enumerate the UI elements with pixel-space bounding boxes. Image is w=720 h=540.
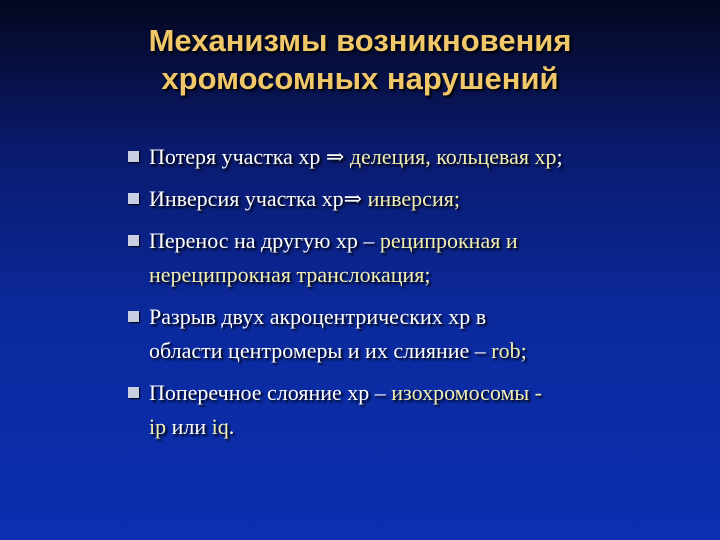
- bullet-line: [149, 224, 688, 258]
- bullet-highlight: rob;: [491, 338, 527, 363]
- bullet-line: [149, 182, 688, 216]
- bullet-text: Поперечное слояние хр –: [149, 380, 392, 405]
- bullet-text: Разрыв двух акроцентрических хр в: [149, 304, 487, 329]
- square-bullet-icon: [128, 311, 139, 322]
- bullet-line: [149, 300, 688, 334]
- square-bullet-icon: [128, 151, 139, 162]
- bullet-line: [149, 376, 688, 410]
- bullet-highlight: ip: [149, 414, 167, 439]
- bullet-item-translocation: [128, 224, 688, 292]
- bullet-text: Инверсия участка хр⇒: [149, 186, 368, 211]
- square-bullet-icon: [128, 387, 139, 398]
- bullet-list: [128, 140, 688, 452]
- bullet-highlight: iq: [211, 414, 229, 439]
- title-line-1: Механизмы возникновения: [148, 23, 572, 58]
- bullet-item-isochromosome: [128, 376, 688, 444]
- bullet-highlight: реципрокная и: [379, 228, 518, 253]
- bullet-text: Потеря участка хр ⇒: [149, 144, 350, 169]
- bullet-line: [149, 258, 688, 292]
- bullet-tail: ;: [556, 144, 563, 169]
- bullet-text: Перенос на другую хр –: [149, 228, 380, 253]
- bullet-item-inversion: [128, 182, 688, 216]
- bullet-line: [149, 140, 688, 174]
- bullet-line: [149, 410, 688, 444]
- square-bullet-icon: [128, 193, 139, 204]
- bullet-highlight: нереципрокная транслокация;: [149, 262, 431, 287]
- bullet-highlight: делеция, кольцевая хр: [349, 144, 557, 169]
- bullet-item-deletion: [128, 140, 688, 174]
- bullet-highlight: изохромосомы -: [391, 380, 542, 405]
- bullet-tail: или: [166, 414, 212, 439]
- bullet-line: [149, 334, 688, 368]
- bullet-highlight: инверсия;: [367, 186, 460, 211]
- bullet-text: области центромеры и их слияние –: [149, 338, 492, 363]
- square-bullet-icon: [128, 235, 139, 246]
- bullet-tail: .: [228, 414, 235, 439]
- bullet-item-robertsonian: [128, 300, 688, 368]
- slide-title: [40, 22, 680, 98]
- title-line-2: хромосомных нарушений: [161, 61, 559, 96]
